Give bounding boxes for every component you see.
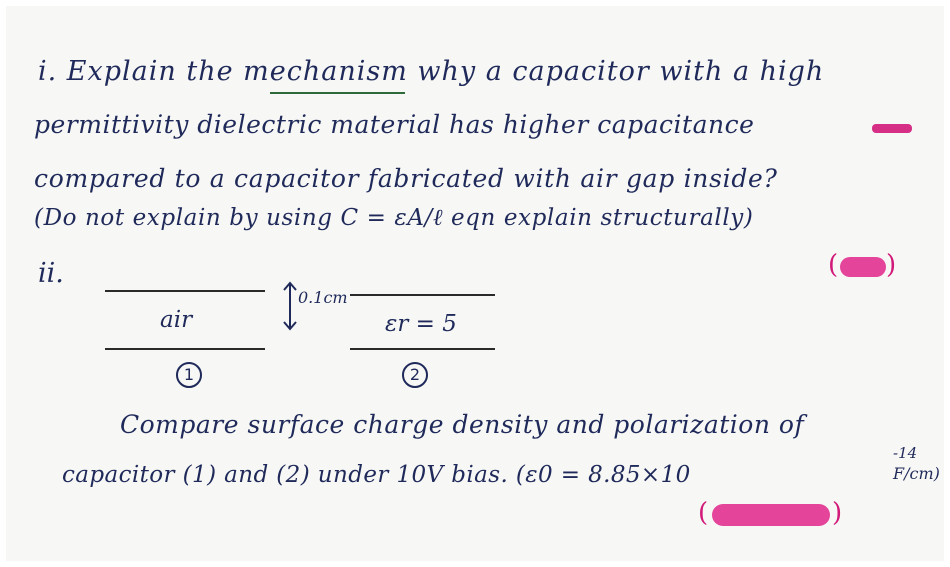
pink-bracket-right-2: ) [832,498,843,528]
pink-bracket-right-1: ) [886,250,897,280]
capacitor-2-medium-label: εr = 5 [385,311,457,337]
gap-label: 0.1cm [298,288,348,307]
question-ii-label: ii. [38,258,64,289]
epsilon-unit: F/cm) [893,464,940,483]
question-i-line-2: permittivity dielectric material has higher capacitance [34,110,755,139]
capacitor-1-number-badge: 1 [176,362,202,388]
capacitor-1-medium-label: air [160,307,193,333]
pink-bracket-left-2: ( [698,498,709,528]
pink-bracket-left-1: ( [828,250,839,280]
question-ii-line-2: capacitor (1) and (2) under 10V bias. (ε0 = 8.85×10 [62,462,691,488]
question-i-line-4: (Do not explain by using C = εA/ℓ eqn explain structurally) [34,205,754,231]
question-i-line-3: compared to a capacitor fabricated with air gap inside? [34,164,778,193]
epsilon-exponent: -14 [893,444,918,462]
capacitor-2-number-badge: 2 [402,362,428,388]
question-ii-line-1: Compare surface charge density and polarization of [120,410,805,439]
question-i-line-1: i. Explain the mechanism why a capacitor with a high [38,56,825,87]
